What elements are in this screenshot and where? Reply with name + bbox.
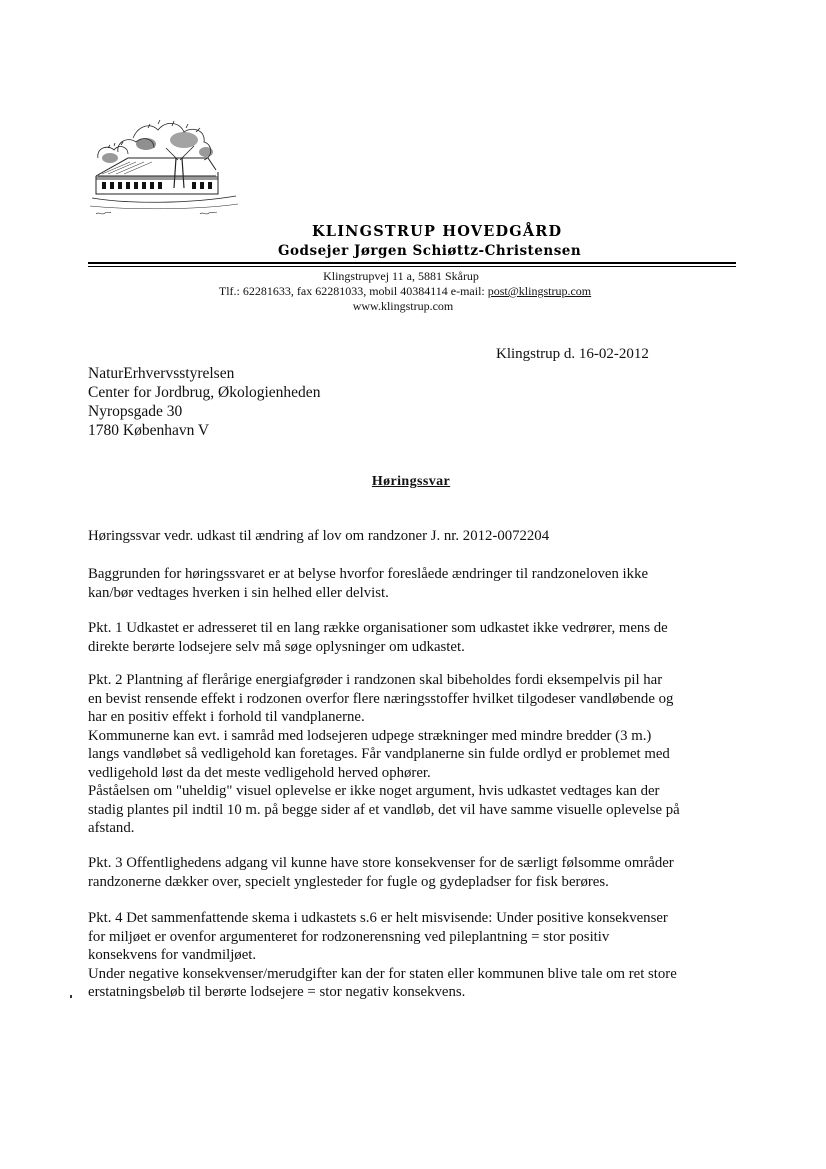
letterhead-contact-line xyxy=(0,284,818,299)
text-line: afstand. xyxy=(88,820,135,836)
text-line: randzonerne dækker over, specielt ynglesteder for fugle og gydepladser for fisk berøres. xyxy=(88,873,609,890)
estate-owner: Godsejer Jørgen Schiøttz-Christensen xyxy=(278,243,582,259)
paragraph-background xyxy=(88,565,648,602)
website-link[interactable]: www.klingstrup.com xyxy=(352,299,454,313)
heading-text: Høringssvar xyxy=(371,474,451,489)
letterhead-divider-thin xyxy=(88,266,736,267)
text-line: stadig plantes pil indtil 10 m. på begge sider af et vandløb, det vil have samme visuelle oplevelse på xyxy=(88,801,680,818)
text-line: Kommunerne kan evt. i samråd med lodsejeren udpege strækninger med mindre bredder (3 m.) xyxy=(88,727,652,744)
paragraph-pkt-1 xyxy=(88,619,668,656)
text-line: Høringssvar vedr. udkast til ændring af lov om randzoner J. nr. 2012-0072204 xyxy=(88,528,550,544)
text-line: Under negative konsekvenser/merudgifter kan der for staten eller kommunen blive tale om ret store xyxy=(88,965,677,982)
letter-heading xyxy=(0,474,826,490)
text-line: vedligehold løst da det meste vedligehold herved ophører. xyxy=(88,764,431,781)
letterhead-divider xyxy=(88,262,736,264)
text-line: konsekvens for vandmiljøet. xyxy=(88,947,257,963)
recipient-line: Nyropsgade 30 xyxy=(88,403,183,420)
paragraph-pkt-2 xyxy=(88,671,680,838)
scan-speck xyxy=(70,995,72,998)
text-line: Pkt. 4 Det sammenfattende skema i udkastets s.6 er helt misvisende: Under positive konsekvenser xyxy=(88,910,668,926)
text-line: har en positiv effekt i forhold til vandplanerne. xyxy=(88,709,365,725)
manor-house-drawing-icon xyxy=(88,118,240,218)
text-line: erstatningsbeløb til berørte lodsejere = stor negativ konsekvens. xyxy=(88,984,466,1000)
recipient-line: Center for Jordbrug, Økologienheden xyxy=(88,384,321,401)
paragraph-pkt-3 xyxy=(88,854,674,891)
text-line: direkte berørte lodsejere selv må søge oplysninger om udkastet. xyxy=(88,638,465,655)
recipient-address xyxy=(88,364,320,440)
paragraph-reference xyxy=(88,527,549,546)
text-line: Pkt. 2 Plantning af flerårige energiafgrøder i randzonen skal bibeholdes fordi eksempelvis pil har xyxy=(88,672,663,688)
phone-fax-text: Tlf.: 62281633, fax 62281033, mobil 40384114 e-mail: xyxy=(218,284,488,298)
letter-date: Klingstrup d. 16-02-2012 xyxy=(496,346,649,362)
email-link[interactable]: post@klingstrup.com xyxy=(487,284,592,298)
text-line: Baggrunden for høringssvaret er at belyse hvorfor foreslåede ændringer til randzoneloven ikke xyxy=(88,566,649,582)
text-line: kan/bør vedtages hverken i sin helhed eller delvist. xyxy=(88,584,389,601)
text-line: for miljøet er ovenfor argumenteret for rodzonerensning ved pileplantning = stor positiv xyxy=(88,928,610,945)
text-line: Påståelsen om "uheldig" visuel oplevelse er ikke noget argument, hvis udkastet vedtages kan der xyxy=(88,783,660,799)
recipient-line: NaturErhvervsstyrelsen xyxy=(88,365,235,382)
estate-name: KLINGSTRUP HOVEDGÅRD xyxy=(312,223,563,240)
text-line: Pkt. 3 Offentlighedens adgang vil kunne have store konsekvenser for de særligt følsomme områder xyxy=(88,855,674,871)
letterhead-address: Klingstrupvej 11 a, 5881 Skårup xyxy=(323,269,479,283)
recipient-line: 1780 København V xyxy=(88,422,210,439)
text-line: en bevist rensende effekt i rodzonen overfor flere næringsstoffer hvilket tilgodeser vandløbende og xyxy=(88,690,674,707)
text-line: langs vandløbet så vedligehold kan foretages. Får vandplanerne sin fulde ordlyd er problemet med xyxy=(88,746,670,762)
paragraph-pkt-4 xyxy=(88,909,677,1002)
text-line: Pkt. 1 Udkastet er adresseret til en lang række organisationer som udkastet ikke vedrører, mens de xyxy=(88,620,668,636)
